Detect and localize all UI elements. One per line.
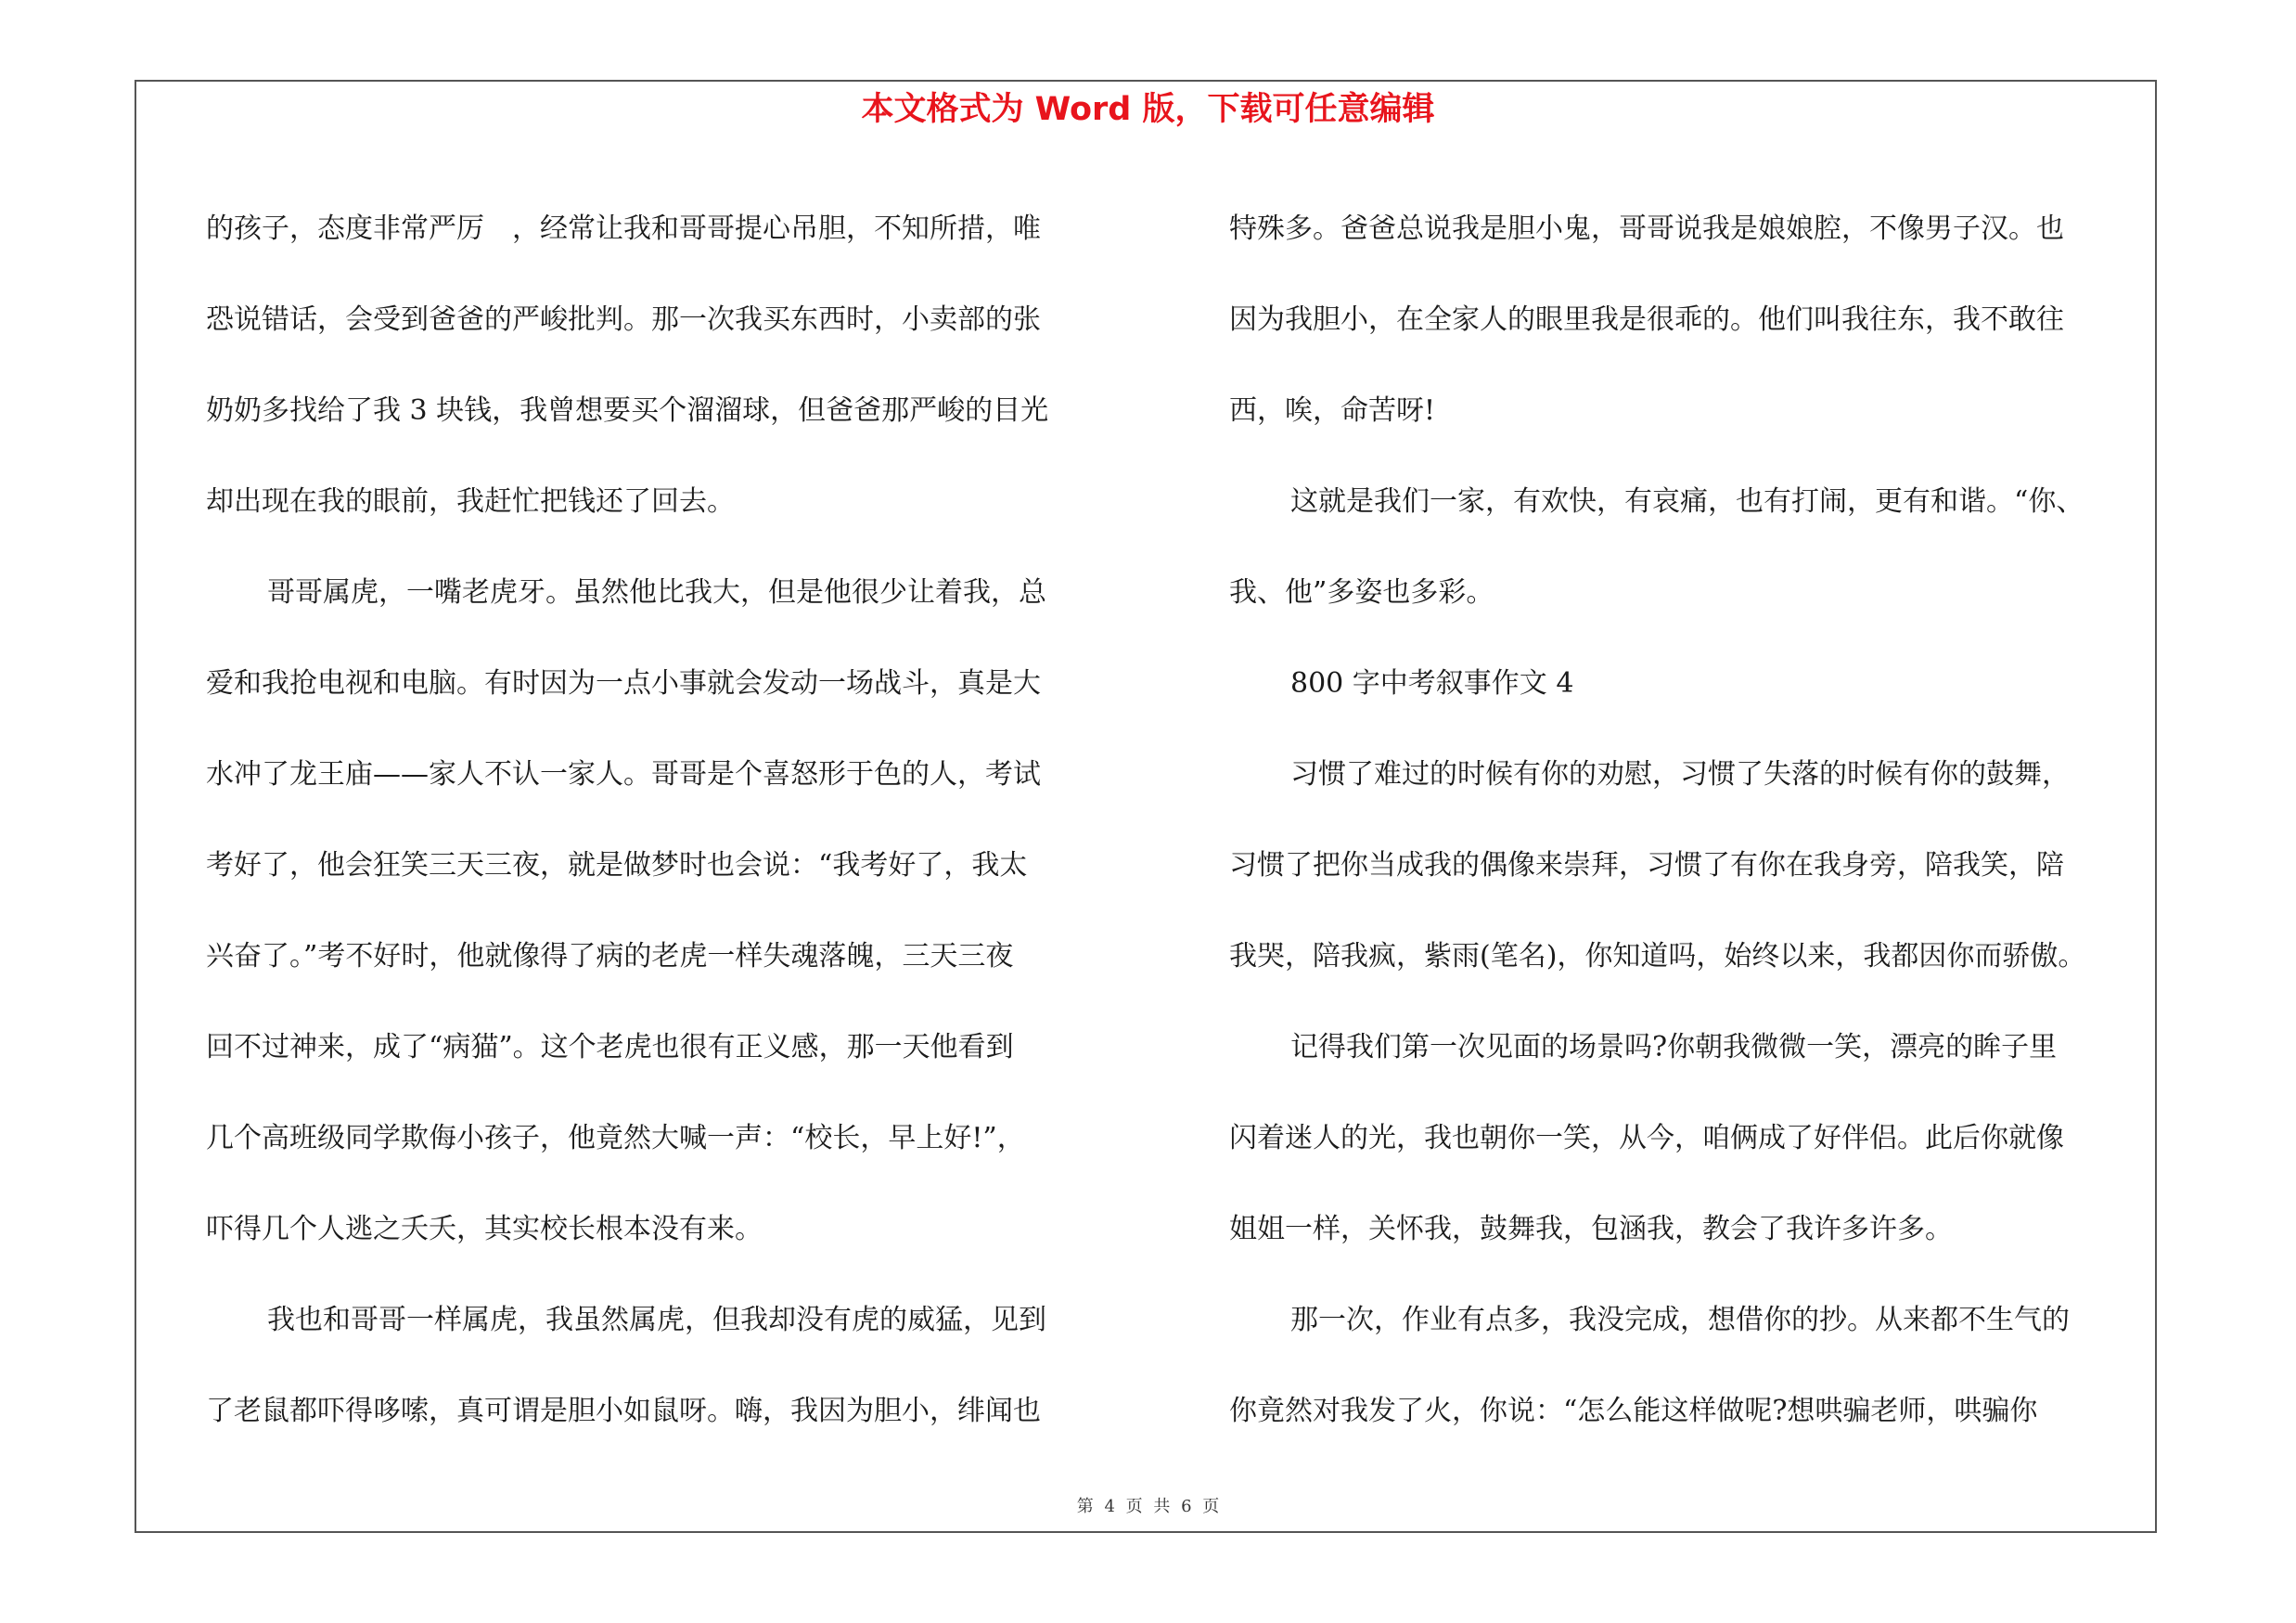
text-line: 习惯了难过的时候有你的劝慰，习惯了失落的时候有你的鼓舞，	[1290, 758, 2070, 791]
footer-total-pages: 6	[1181, 1497, 1192, 1516]
text-line: 哥哥属虎，一嘴老虎牙。虽然他比我大，但是他很少让着我，总	[267, 576, 1046, 609]
text-column-left	[206, 184, 1124, 1457]
text-line: 奶奶多找给了我 3 块钱，我曾想要买个溜溜球，但爸爸那严峻的目光	[206, 394, 1049, 427]
footer-total-word: 共	[1153, 1497, 1171, 1516]
page-number-footer	[0, 1496, 2296, 1518]
text-line: 兴奋了。”考不好时，他就像得了病的老虎一样失魂落魄，三天三夜	[206, 940, 1014, 973]
document-banner: 本文格式为 Word 版，下载可任意编辑	[861, 91, 1435, 128]
text-line: 西，唉，命苦呀!	[1229, 394, 1436, 427]
text-line: 恐说错话，会受到爸爸的严峻批判。那一次我买东西时，小卖部的张	[206, 303, 1041, 336]
text-line: 的孩子，态度非常严厉 ，经常让我和哥哥提心吊胆，不知所措，唯	[206, 213, 1041, 245]
text-line: 吓得几个人逃之夭夭，其实校长根本没有来。	[206, 1213, 763, 1245]
text-line: 习惯了把你当成我的偶像来崇拜，习惯了有你在我身旁，陪我笑，陪	[1229, 849, 2064, 882]
text-column-right	[1229, 184, 2148, 1457]
footer-page-word: 页	[1125, 1497, 1143, 1516]
text-line: 因为我胆小，在全家人的眼里我是很乖的。他们叫我往东，我不敢往	[1229, 303, 2064, 336]
text-line: 那一次，作业有点多，我没完成，想借你的抄。从来都不生气的	[1290, 1304, 2070, 1336]
text-line: 我也和哥哥一样属虎，我虽然属虎，但我却没有虎的威猛，见到	[267, 1304, 1046, 1336]
text-line: 爱和我抢电视和电脑。有时因为一点小事就会发动一场战斗，真是大	[206, 667, 1041, 700]
text-line: 考好了，他会狂笑三天三夜，就是做梦时也会说：“我考好了，我太	[206, 849, 1028, 882]
footer-suffix: 页	[1202, 1497, 1220, 1516]
text-line: 800 字中考叙事作文 4	[1290, 667, 1574, 700]
text-line: 特殊多。爸爸总说我是胆小鬼，哥哥说我是娘娘腔，不像男子汉。也	[1229, 213, 2064, 245]
text-line: 你竟然对我发了火，你说：“怎么能这样做呢?想哄骗老师，哄骗你	[1229, 1395, 2038, 1427]
footer-current-page: 4	[1104, 1497, 1115, 1516]
footer-prefix: 第	[1076, 1497, 1094, 1516]
text-line: 却出现在我的眼前，我赶忙把钱还了回去。	[206, 485, 735, 518]
text-line: 几个高班级同学欺侮小孩子，他竟然大喊一声：“校长，早上好!”，	[206, 1122, 1025, 1154]
text-line: 姐姐一样，关怀我，鼓舞我，包涵我，教会了我许多许多。	[1229, 1213, 1953, 1245]
text-line: 记得我们第一次见面的场景吗?你朝我微微一笑，漂亮的眸子里	[1290, 1031, 2058, 1063]
text-line: 我哭，陪我疯，紫雨(笔名)，你知道吗，始终以来，我都因你而骄傲。	[1229, 940, 2086, 973]
text-line: 回不过神来，成了“病猫”。这个老虎也很有正义感，那一天他看到	[206, 1031, 1014, 1063]
text-line: 了老鼠都吓得哆嗦，真可谓是胆小如鼠呀。嗨，我因为胆小，绯闻也	[206, 1395, 1041, 1427]
text-line: 闪着迷人的光，我也朝你一笑，从今，咱俩成了好伴侣。此后你就像	[1229, 1122, 2064, 1154]
text-line: 水冲了龙王庙——家人不认一家人。哥哥是个喜怒形于色的人，考试	[206, 758, 1041, 791]
text-line: 我、他”多姿也多彩。	[1229, 576, 1494, 609]
text-line: 这就是我们一家，有欢快，有哀痛，也有打闹，更有和谐。“你、	[1290, 485, 2084, 518]
